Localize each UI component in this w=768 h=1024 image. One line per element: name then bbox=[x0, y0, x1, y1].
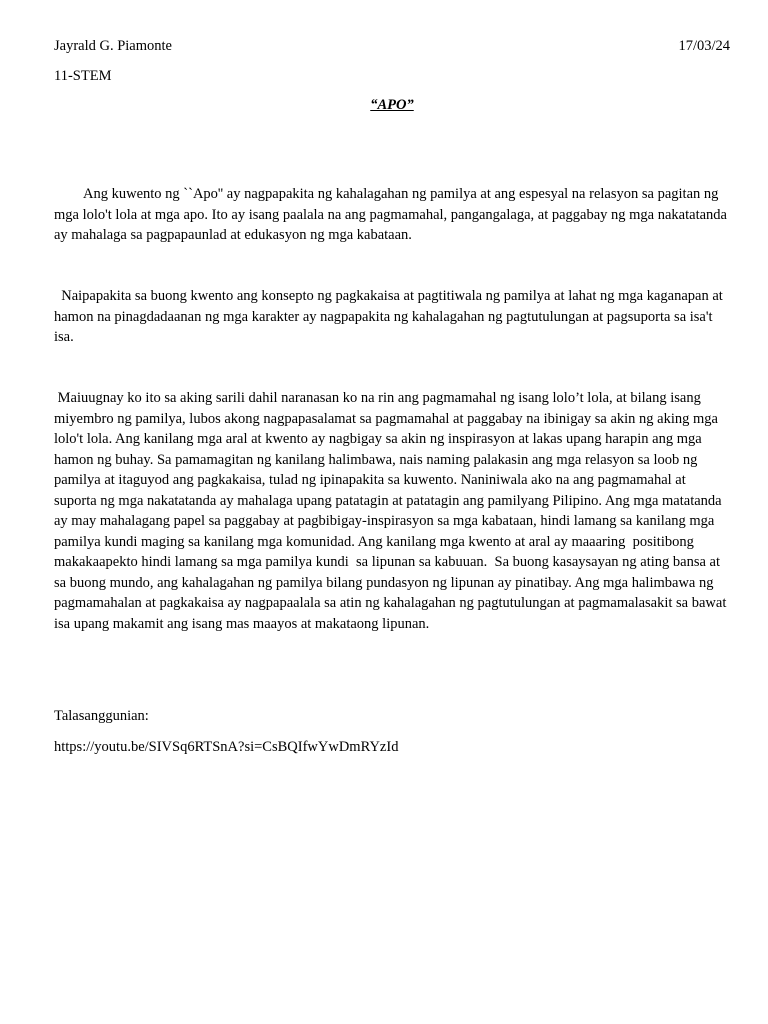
document-date: 17/03/24 bbox=[678, 38, 730, 54]
document-title: “APO” bbox=[370, 97, 414, 113]
references-label: Talasanggunian: bbox=[54, 708, 149, 724]
paragraph-1: Ang kuwento ng ``Apo'' ay nagpapakita ng kahalagahan ng pamilya at ang espesyal na relasyon sa pagitan ng mga lolo't lola at mga apo. Ito ay isang paalala na ang pagmamahal, pangangalaga, at paggabay ng mga nakatatanda ay mahalaga sa pagpapaunlad at edukasyon ng mga kabataan. bbox=[54, 186, 731, 243]
author-name: Jayrald G. Piamonte bbox=[54, 38, 172, 54]
section-label: 11-STEM bbox=[54, 68, 112, 84]
paragraph-3: Maiuugnay ko ito sa aking sarili dahil naranasan ko na rin ang pagmamahal ng isang lolo’t lola, at bilang isang miyembro ng pamilya, lubos akong nagpapasalamat sa pagmamahal at paggabay na ibinigay sa akin ng aking mga lolo't lola. Ang kanilang mga aral at kwento ay nagbigay sa akin ng inspirasyon at lakas upang harapin ang mga hamon ng buhay. Sa pamamagitan ng kanilang halimbawa, nais naming palakasin ang mga relasyon sa loob ng pamilya at itaguyod ang pagkakaisa, tulad ng ipinapakita sa kuwento. Naniniwala ako na ang pagmamahal at suporta ng mga nakatatanda ay mahalaga upang patatagin at patatagin ang pamilyang Pilipino. Ang mga matatanda ay may mahalagang papel sa paggabay at pagbibigay-inspirasyon sa mga kabataan, hindi lamang sa kanilang mga pamilya kundi maging sa kanilang mga komunidad. Ang kanilang mga kwento at aral ay maaaring positibong makakaapekto hindi lamang sa mga pamilya kundi sa lipunan sa kabuuan. Sa buong kasaysayan ng ating bansa at sa buong mundo, ang kahalagahan ng pamilya bilang pundasyon ng lipunan ay pinatibay. Ang mga halimbawa ng pagmamahalan at pagkakaisa ay nagpapaalala sa atin ng kahalagahan ng pagtutulungan at pagmamalasakit sa bawat isa upang makamit ang isang mas maayos at makataong lipunan. bbox=[54, 390, 730, 632]
reference-link[interactable]: https://youtu.be/SIVSq6RTSnA?si=CsBQIfwYwDmRYzId bbox=[54, 739, 399, 755]
paragraph-2: Naipapakita sa buong kwento ang konsepto ng pagkakaisa at pagtitiwala ng pamilya at lahat ng mga kaganapan at hamon na pinagdadaanan ng mga karakter ay nagpapakita ng kahalagahan ng pagtutulungan at pagsuporta sa isa't isa. bbox=[54, 288, 727, 345]
